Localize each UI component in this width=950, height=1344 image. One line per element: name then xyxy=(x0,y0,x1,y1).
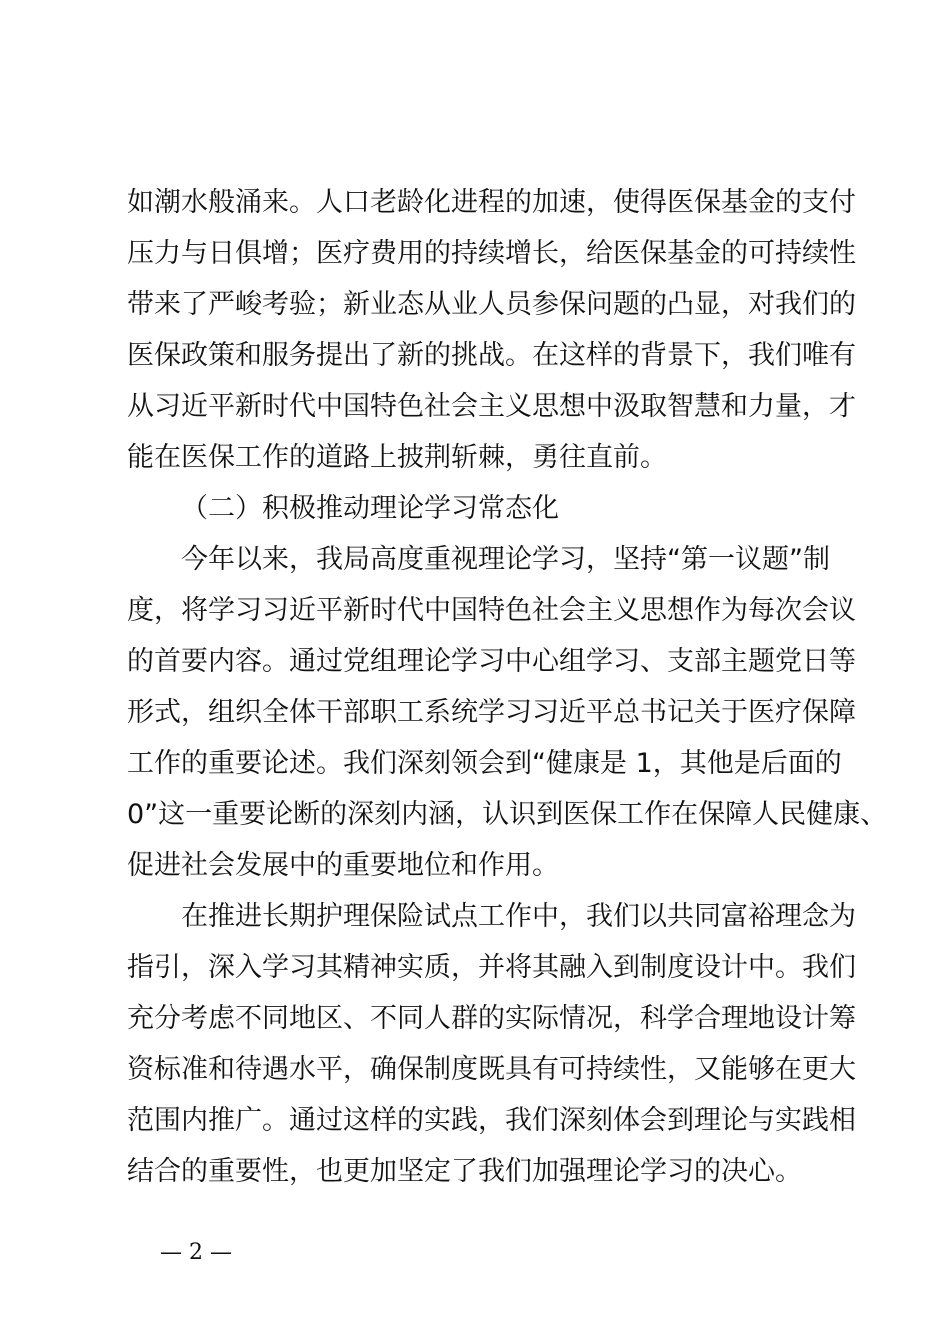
text-line: 如潮水般涌来。人口老龄化进程的加速，使得医保基金的支付 xyxy=(127,187,856,218)
text-line: 促进社会发展中的重要地位和作用。 xyxy=(127,850,559,881)
text-line: 带来了严峻考验；新业态从业人员参保问题的凸显，对我们的 xyxy=(127,289,856,320)
text-line: 今年以来，我局高度重视理论学习，坚持“第一议题”制 xyxy=(181,544,830,575)
text-line: 从习近平新时代中国特色社会主义思想中汲取智慧和力量，才 xyxy=(127,391,856,422)
text-line: 医保政策和服务提出了新的挑战。在这样的背景下，我们唯有 xyxy=(127,340,856,371)
text-line: 在推进长期护理保险试点工作中，我们以共同富裕理念为 xyxy=(181,901,856,932)
text-line: 压力与日俱增；医疗费用的持续增长，给医保基金的可持续性 xyxy=(127,238,856,269)
section-heading: （二）积极推动理论学习常态化 xyxy=(181,493,559,524)
body-text xyxy=(127,177,888,1197)
text-line: 资标准和待遇水平，确保制度既具有可持续性，又能够在更大 xyxy=(127,1054,856,1085)
text-line: 结合的重要性，也更加坚定了我们加强理论学习的决心。 xyxy=(127,1156,802,1187)
text-line: 能在医保工作的道路上披荆斩棘，勇往直前。 xyxy=(127,442,667,473)
text-line: 0”这一重要论断的深刻内涵，认识到医保工作在保障人民健康、 xyxy=(127,799,888,830)
text-line: 的首要内容。通过党组理论学习中心组学习、支部主题党日等 xyxy=(127,646,856,677)
text-line: 指引，深入学习其精神实质，并将其融入到制度设计中。我们 xyxy=(127,952,856,983)
page-number: — 2 — xyxy=(160,1240,232,1265)
text-line: 工作的重要论述。我们深刻领会到“健康是 1，其他是后面的 xyxy=(127,748,842,779)
text-line: 形式，组织全体干部职工系统学习习近平总书记关于医疗保障 xyxy=(127,697,856,728)
text-line: 充分考虑不同地区、不同人群的实际情况，科学合理地设计筹 xyxy=(127,1003,856,1034)
text-line: 范围内推广。通过这样的实践，我们深刻体会到理论与实践相 xyxy=(127,1105,856,1136)
text-line: 度，将学习习近平新时代中国特色社会主义思想作为每次会议 xyxy=(127,595,856,626)
